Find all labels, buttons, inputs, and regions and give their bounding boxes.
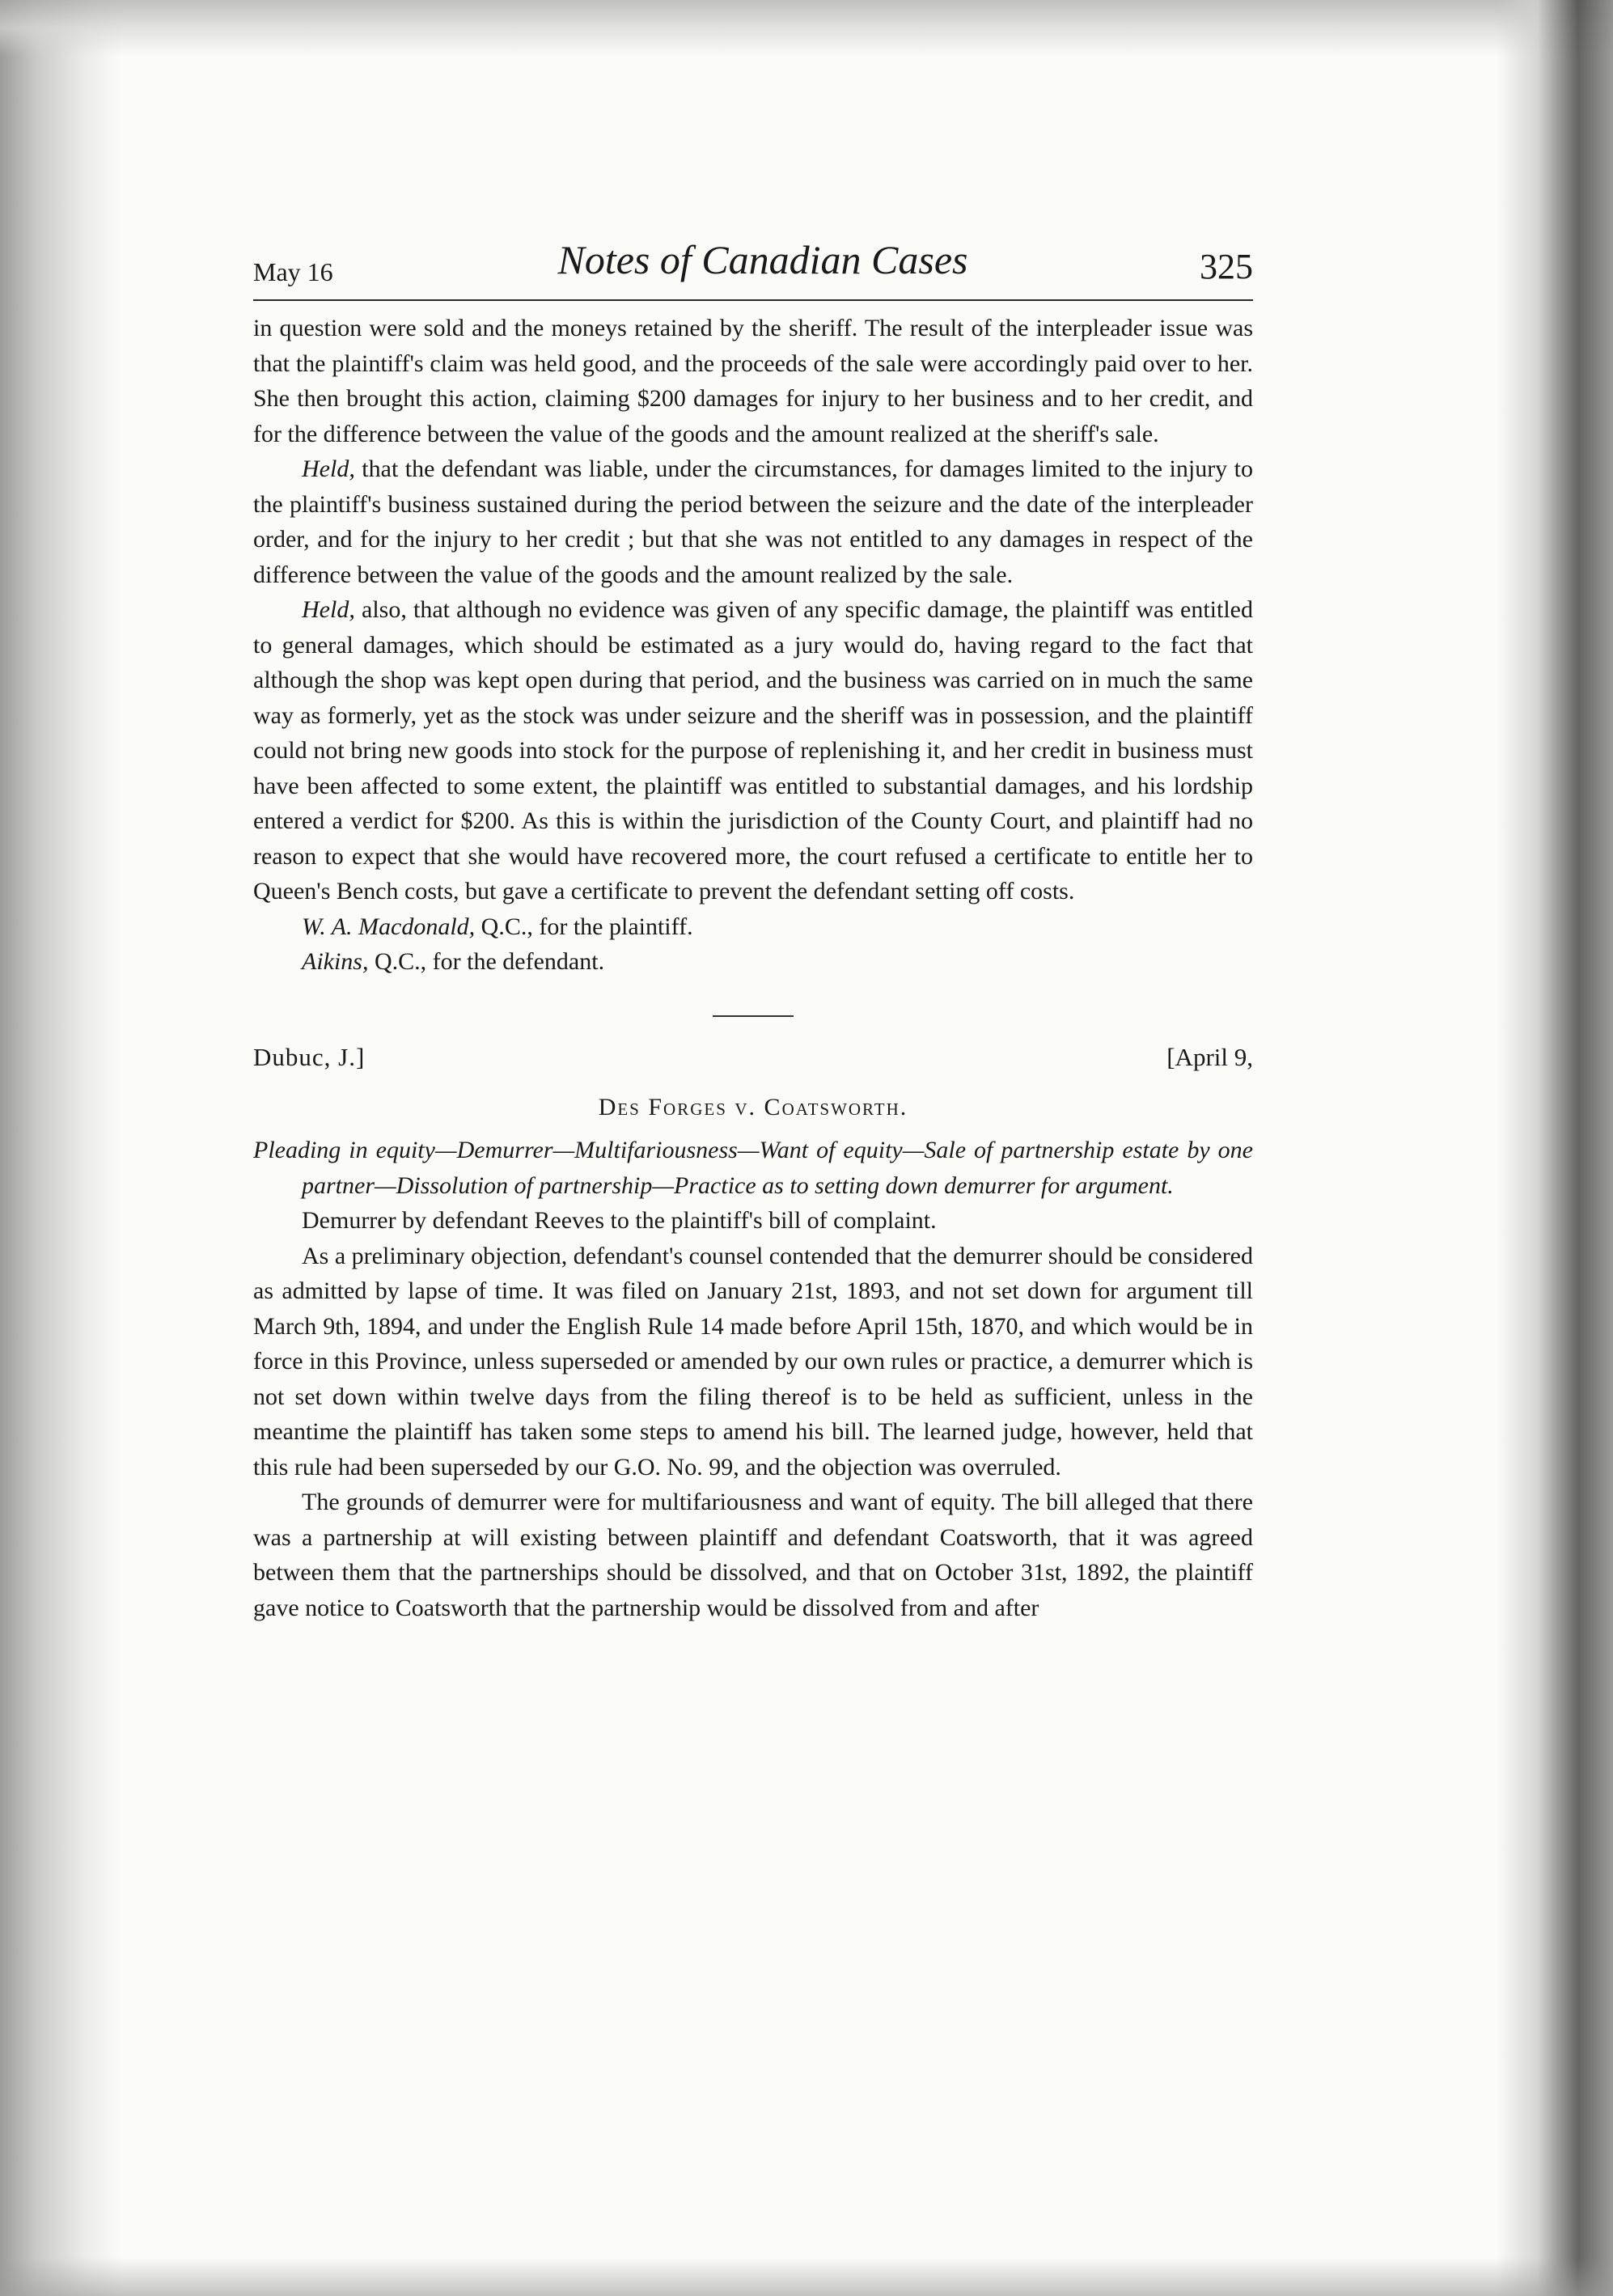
case-paragraph-3: The grounds of demurrer were for multifariousness and want of equity. The bill alleged that there was a partnership at will existing between plaintiff and defendant Coatsworth, that it was agreed between them that the partnerships should be dissolved, and that on October 31st, 1892, the plaintiff gave notice to Coatsworth that the partnership would be dissolved from and after — [253, 1489, 1253, 1621]
counsel-plaintiff — [253, 909, 1253, 945]
scan-shadow-top — [0, 0, 1613, 57]
counsel-defendant-role: Q.C., for the defendant. — [368, 948, 605, 975]
counsel-plaintiff-name: W. A. Macdonald, — [302, 913, 476, 940]
header-date: May 16 — [253, 257, 333, 286]
scan-shadow-bottom — [0, 2257, 1613, 2296]
paragraph-held-2 — [253, 592, 1253, 909]
section-divider — [713, 1015, 794, 1017]
case-date: [April 9, — [1166, 1042, 1253, 1071]
held-text-2: also, that although no evidence was given of any specific damage, the plaintiff was entitled to general damages, which should be estimated as a jury would do, having regard to the fact that although the shop was kept open during that period, and the business was carried on in much the same way as formerly, yet as the stock was under seizure and the sheriff was in possession, and the plaintiff could not bring new goods into stock for the purpose of replenishing it, and her credit in business must have been affected to some extent, the plaintiff was entitled to substantial damages, and his lordship entered a verdict for $200. As this is within the jurisdiction of the County Court, and plaintiff had no reason to expect that she would have recovered more, the court refused a certificate to entitle her to Queen's Bench costs, but gave a certificate to prevent the defendant setting off costs. — [253, 596, 1253, 904]
scan-shadow-left — [0, 0, 121, 2296]
case-paragraph-2: As a preliminary objection, defendant's counsel contended that the demurrer should be considered as admitted by lapse of time. It was filed on January 21st, 1893, and not set down for argument till March 9th, 1894, and under the English Rule 14 made before April 15th, 1870, and which would be in force in this Province, unless superseded or amended by our own rules or practice, a demurrer which is not set down within twelve days from the filing thereof is to be held as sufficient, unless in the meantime the plaintiff has taken some steps to amend his bill. The learned judge, however, held that this rule had been superseded by our G.O. No. 99, and the objection was overruled. — [253, 1242, 1253, 1481]
case-judge-line — [253, 1040, 1253, 1088]
counsel-defendant — [253, 944, 1253, 980]
page-body — [253, 311, 1253, 1625]
case-paragraph-1: Demurrer by defendant Reeves to the plaintiff's bill of complaint. — [302, 1207, 937, 1234]
paragraph-continuation: in question were sold and the moneys retained by the sheriff. The result of the interpleader issue was that the plaintiff's claim was held good, and the proceeds of the sale were accordingly paid over to her. She then brought this action, claiming $200 damages for injury to her business and to her credit, and for the difference between the value of the goods and the amount realized at the sheriff's sale. — [253, 315, 1253, 447]
page-number: 325 — [1200, 247, 1253, 286]
running-header — [253, 235, 1253, 301]
header-title: Notes of Canadian Cases — [557, 237, 968, 282]
counsel-plaintiff-role: Q.C., for the plaintiff. — [475, 913, 693, 940]
case-headnote: Pleading in equity—Demurrer—Multifariousness—Want of equity—Sale of partnership estate by one partner—Dissolution of partnership—Practice as to setting down demurrer for argument. — [253, 1137, 1253, 1199]
judge-name: Dubuc, J.] — [253, 1042, 366, 1071]
held-lead-1: Held, — [302, 455, 355, 482]
counsel-defendant-name: Aikins, — [302, 948, 369, 975]
case-title: Des Forges v. Coatsworth. — [598, 1093, 908, 1120]
paragraph-held-1 — [253, 451, 1253, 592]
scan-shadow-right — [1497, 0, 1613, 2296]
held-lead-2: Held, — [302, 596, 355, 623]
held-text-1: that the defendant was liable, under the circumstances, for damages limited to the injury to the plaintiff's business sustained during the period between the seizure and the date of the interpleader order, and for the injury to her credit ; but that she was not entitled to any damages in respect of the difference between the value of the goods and the amount realized by the sale. — [253, 455, 1253, 588]
